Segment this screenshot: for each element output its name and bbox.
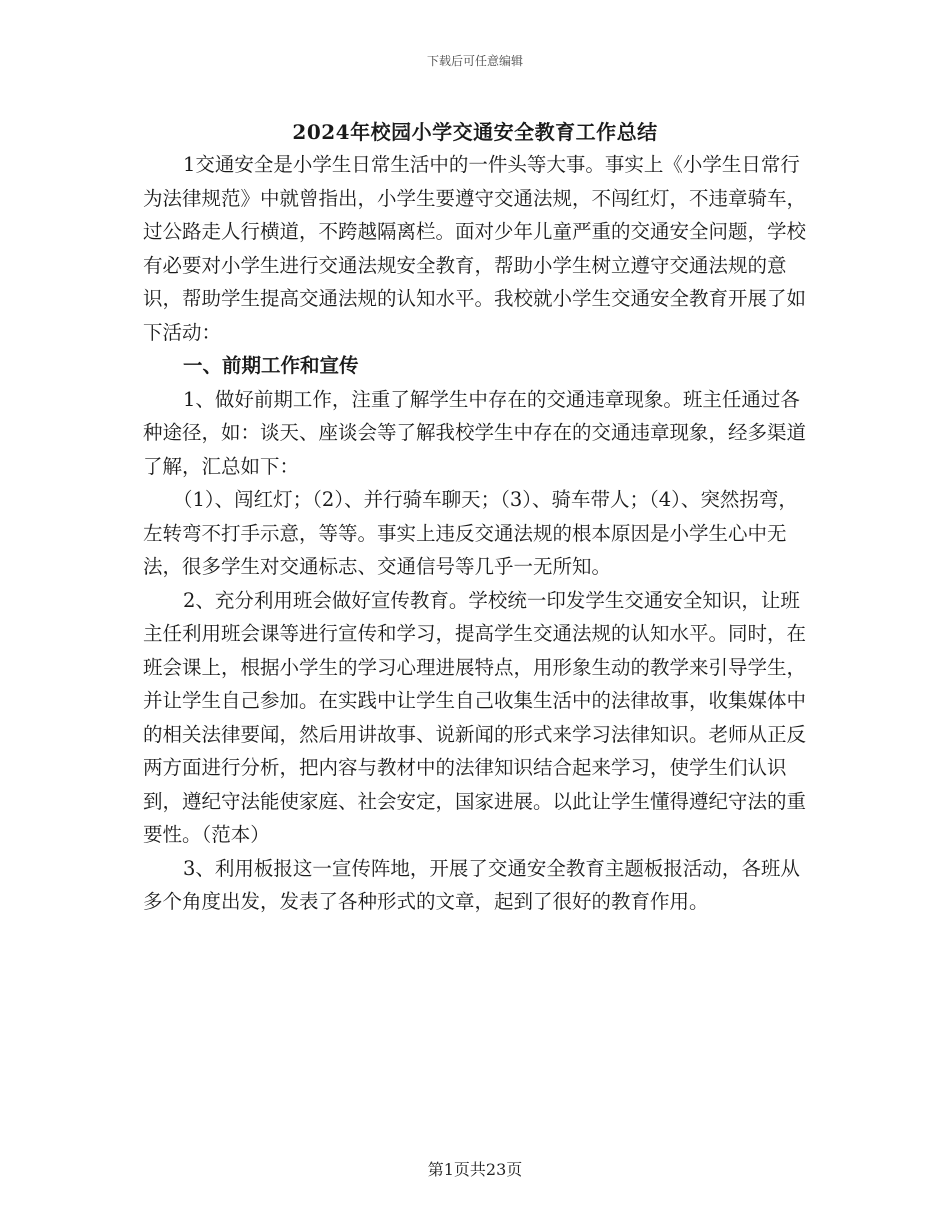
intro-paragraph: 1交通安全是小学生日常生活中的一件头等大事。事实上《小学生日常行为法律规范》中就曾指出，小学生要遵守交通法规，不闯红灯，不违章骑车，过公路走人行横道，不跨越隔离栏。面对少年儿童严重的交通安全问题，学校有必要对小学生进行交通法规安全教育，帮助小学生树立遵守交通法规的意识，帮助学生提高交通法规的认知水平。我校就小学生交通安全教育开展了如下活动： [143, 153, 807, 344]
item-3-paragraph: 3、利用板报这一宣传阵地，开展了交通安全教育主题板报活动，各班从多个角度出发，发表了各种形式的文章，起到了很好的教育作用。 [143, 856, 800, 913]
document-title: 2024年校园小学交通安全教育工作总结 [292, 120, 658, 144]
page-footer-number: 第1页共23页 [427, 1160, 523, 1179]
document-body [143, 148, 813, 919]
page-header-note: 下载后可任意编辑 [426, 54, 523, 68]
item-1-list-text: （1）、闯红灯；（2）、并行骑车聊天；（3）、骑车带人；（4）、突然拐弯，左转弯不打手示意，等等。事实上违反交通法规的根本原因是小学生心中无法，很多学生对交通标志、交通信号等几乎一无所知。 [143, 488, 798, 578]
item-1-paragraph: 1、做好前期工作，注重了解学生中存在的交通违章现象。班主任通过各种途径，如：谈天、座谈会等了解我校学生中存在的交通违章现象，经多渠道了解，汇总如下： [143, 387, 807, 478]
section-heading: 一、前期工作和宣传 [183, 354, 359, 377]
item-2-paragraph: 2、充分利用班会做好宣传教育。学校统一印发学生交通安全知识，让班主任利用班会课等进行宣传和学习，提高学生交通法规的认知水平。同时，在班会课上，根据小学生的学习心理进展特点，用形象生动的教学来引导学生，并让学生自己参加。在实践中让学生自己收集生活中的法律故事，收集媒体中的相关法律要闻，然后用讲故事、说新闻的形式来学习法律知识。老师从正反两方面进行分析，把内容与教材中的法律知识结合起来学习，使学生们认识到，遵纪守法能使家庭、社会安定，国家进展。以此让学生懂得遵纪守法的重要性。（范本） [143, 588, 807, 846]
item-1-list-paragraph [143, 483, 813, 584]
